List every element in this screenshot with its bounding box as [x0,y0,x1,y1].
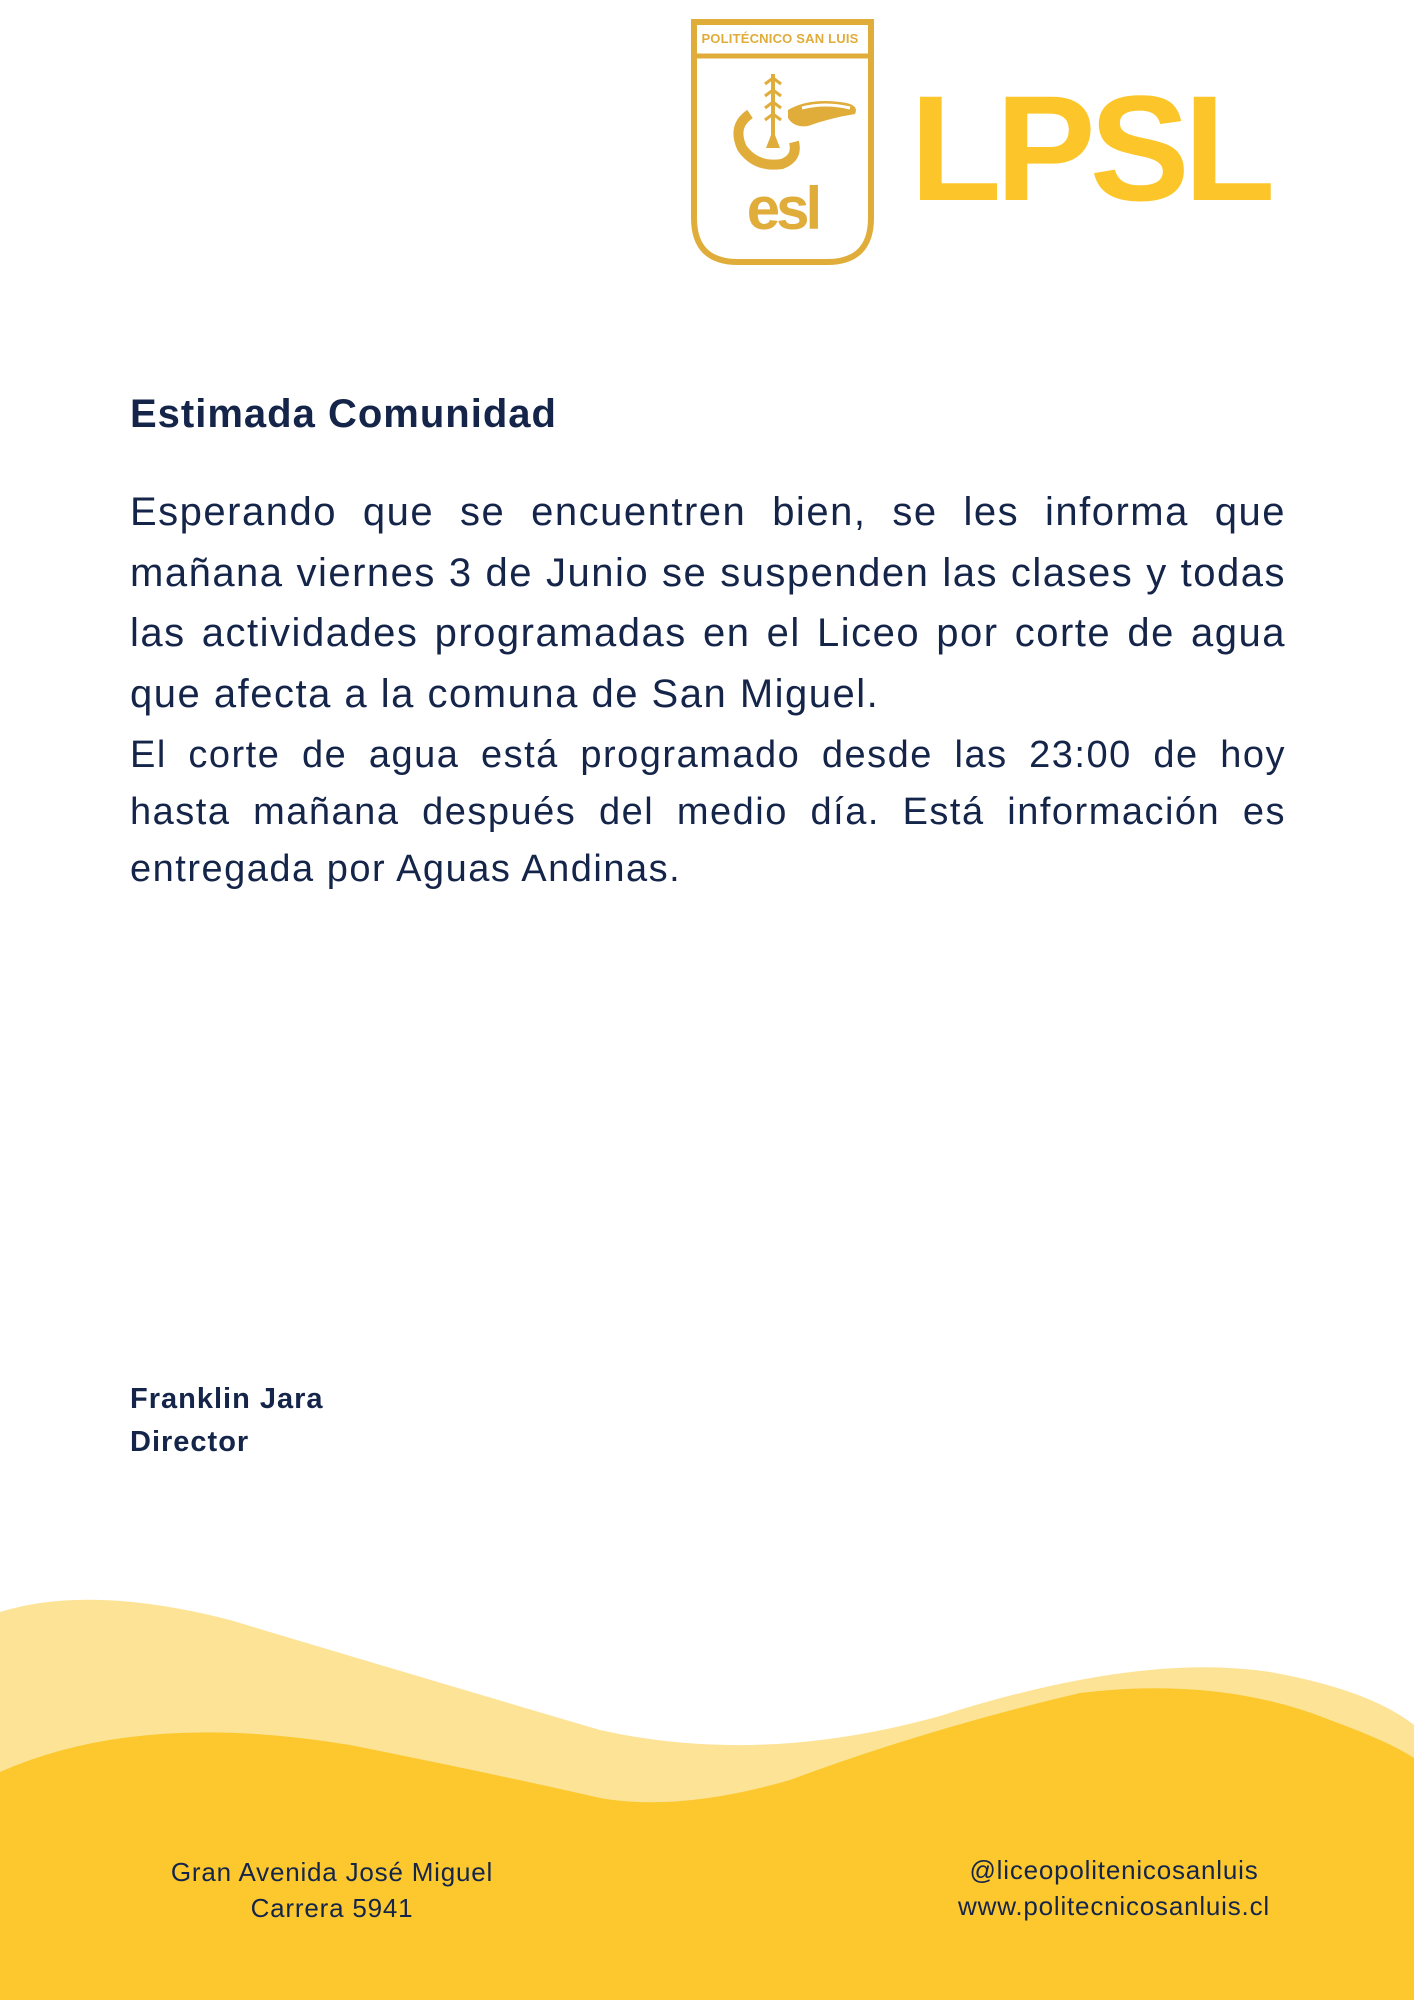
school-logo [690,18,1270,268]
footer-wave [0,1580,1414,2000]
letter-greeting: Estimada Comunidad [130,392,557,436]
crest-monogram: esl [746,175,819,242]
footer-contact [920,1852,1308,1924]
crest-banner-text: POLITÉCNICO SAN LUIS [701,31,859,46]
brand-wordmark: LPSL [910,64,1270,232]
signature-block [130,1378,324,1464]
address-line-1: Gran Avenida José Miguel [170,1857,494,1887]
address-line-2: Carrera 5941 [250,1893,414,1923]
body-paragraph-2: El corte de agua está programado desde las 23:00 de hoy hasta mañana después del medio día. Está información es entregada por Aguas Andinas. [130,734,1286,890]
website-url: www.politecnicosanluis.cl [958,1891,1270,1921]
social-handle: @liceopolitenicosanluis [969,1855,1259,1885]
footer-address [150,1854,514,1926]
body-paragraph-1: Esperando que se encuentren bien, se les informa que mañana viernes 3 de Junio se suspenden las clases y todas las actividades programadas en el Liceo por corte de agua que afecta a la comuna de San Miguel. [130,490,1286,716]
signer-title: Director [130,1426,250,1458]
signer-name: Franklin Jara [130,1383,324,1415]
